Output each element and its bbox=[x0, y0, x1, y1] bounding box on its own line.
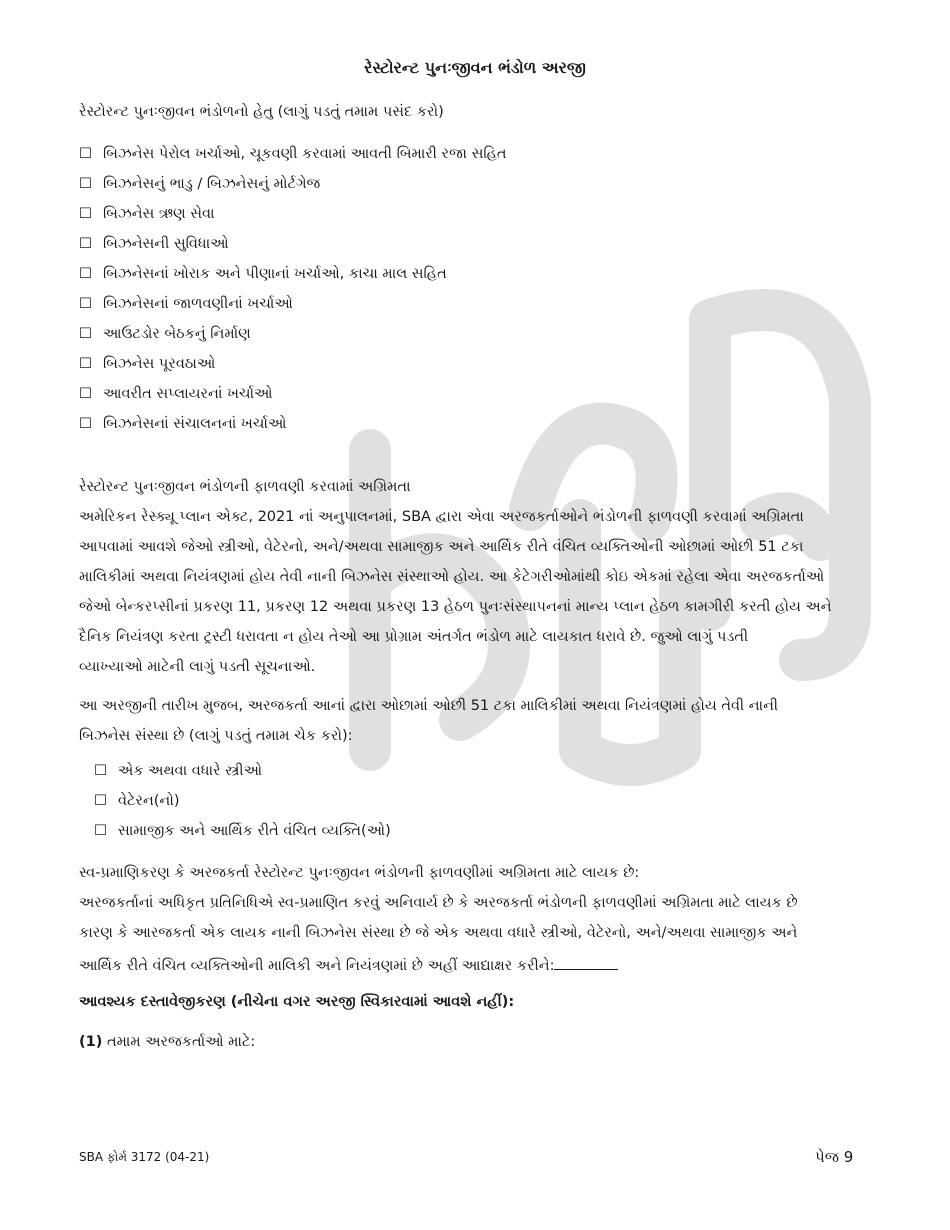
checkbox-icon[interactable]: ☐ bbox=[79, 296, 92, 312]
ownership-option-label: સામાજીક અને આર્થિક રીતે વંચિત વ્યક્તિ(ઓ) bbox=[118, 823, 391, 839]
purpose-option-label: બિઝનેસનાં ખોરાક અને પીણાનાં ખર્ચાઓ, કાચા માલ સહિત bbox=[103, 266, 447, 282]
item-number: (1) bbox=[79, 1034, 103, 1050]
checkbox-icon[interactable]: ☐ bbox=[79, 206, 92, 222]
purpose-option[interactable] bbox=[79, 296, 293, 312]
ownership-option-label: વેટેરન(નો) bbox=[118, 793, 180, 809]
purpose-option[interactable] bbox=[79, 356, 215, 372]
initials-field[interactable] bbox=[554, 955, 618, 970]
checkbox-icon[interactable]: ☐ bbox=[79, 146, 92, 162]
required-docs-item bbox=[79, 1034, 255, 1050]
checkbox-icon[interactable]: ☐ bbox=[94, 793, 107, 809]
certification-heading: સ્વ-પ્રમાણિકરણ કે અરજકર્તા રેસ્ટોરન્ટ પુનઃજીવન ભંડોળની ફાળવણીમાં અગ્રિમતા માટે લાયક છે: bbox=[79, 865, 640, 881]
purpose-option[interactable] bbox=[79, 326, 251, 342]
purpose-option-label: બિઝનેસની સુવિધાઓ bbox=[103, 236, 229, 252]
priority-text-line: માલિકીમાં અથવા નિયંત્રણમાં હોય તેવી નાની બિઝનેસ સંસ્થાઓ હોય. આ કેટેગરીઓમાંથી કોઇ એકમાં રહેલા એવા અરજકર્તાઓ bbox=[79, 569, 825, 585]
ownership-option[interactable] bbox=[94, 763, 262, 779]
purpose-option-label: આઉટડોર બેઠકનું નિર્માણ bbox=[103, 326, 251, 342]
purpose-heading: રેસ્ટોરન્ટ પુનઃજીવન ભંડોળનો હેતુ (લાગું પડતું તમામ પસંદ કરો) bbox=[79, 104, 444, 120]
priority-text-line: જેઓ બેન્કરપ્સીનાં પ્રકરણ 11, પ્રકરણ 12 અથવા પ્રકરણ 13 હેઠળ પુનઃસંસ્થાપનનાં માન્ય પ્લાન હેઠળ કામગીરી કરતી હોય અને bbox=[79, 599, 832, 615]
certification-text-line: અરજકર્તાનાં અધિકૃત પ્રતિનિધિએ સ્વ-પ્રમાણિત કરવું અનિવાર્ય છે કે અરજકર્તા ભંડોળની ફાળવણીમાં અગ્રિમતા માટે લાયક છે bbox=[79, 895, 798, 911]
purpose-option-label: આવરીત સપ્લાયરનાં ખર્ચાઓ bbox=[103, 386, 273, 402]
item-text: તમામ અરજકર્તાઓ માટે: bbox=[102, 1034, 256, 1050]
priority-text-line: આપવામાં આવશે જેઓ સ્ત્રીઓ, વેટેરનો, અને/અથવા સામાજીક અને આર્થિક રીતે વંચિત વ્યક્તિઓની ઓછામાં ઓછી 51 ટકા bbox=[79, 539, 804, 555]
purpose-option-label: બિઝનેસનાં સંચાલનનાં ખર્ચાઓ bbox=[103, 416, 287, 432]
priority-heading: રેસ્ટોરન્ટ પુનઃજીવન ભંડોળની ફાળવણી કરવામાં અગ્રિમતા bbox=[79, 479, 411, 495]
checkbox-icon[interactable]: ☐ bbox=[79, 176, 92, 192]
checkbox-icon[interactable]: ☐ bbox=[79, 266, 92, 282]
page-number: પેજ 9 bbox=[815, 1148, 854, 1166]
ownership-option-label: એક અથવા વધારે સ્ત્રીઓ bbox=[118, 763, 263, 779]
priority-text-line: અમેરિકન રેસ્ક્યૂ પ્લાન એક્ટ, 2021 નાં અનુપાલનમાં, SBA દ્વારા એવા અરજકર્તાઓને ભંડોળની ફાળવણી કરવામાં અગ્રિમતા bbox=[79, 509, 804, 525]
ownership-text-line: બિઝનેસ સંસ્થા છે (લાગું પડતું તમામ ચેક કરો): bbox=[79, 728, 353, 744]
certification-initial-prompt: આર્થિક રીતે વંચિત વ્યક્તિઓની માલિકી અને નિયંત્રણમાં છે અહીં આદ્યાક્ષર કરીને: bbox=[79, 958, 555, 974]
purpose-option-label: બિઝનેસનું ભાડુ / બિઝનેસનું મોર્ટગેજ bbox=[103, 176, 321, 192]
priority-text-line: વ્યાખ્યાઓ માટેની લાગું પડતી સૂચનાઓ. bbox=[79, 659, 316, 675]
purpose-option[interactable] bbox=[79, 176, 320, 192]
checkbox-icon[interactable]: ☐ bbox=[79, 236, 92, 252]
purpose-option[interactable] bbox=[79, 386, 273, 402]
ownership-text-line: આ અરજીની તારીખ મુજબ, અરજકર્તા આનાં દ્વારા ઓછામાં ઓછી 51 ટકા માલિકીમાં અથવા નિયંત્રણમાં હોય તેવી નાની bbox=[79, 698, 779, 714]
purpose-option-label: બિઝનેસ ઋણ સેવા bbox=[103, 206, 215, 222]
purpose-option-label: બિઝનેસનાં જાળવણીનાં ખર્ચાઓ bbox=[103, 296, 293, 312]
checkbox-icon[interactable]: ☐ bbox=[79, 386, 92, 402]
checkbox-icon[interactable]: ☐ bbox=[79, 326, 92, 342]
priority-text-line: દૈનિક નિયંત્રણ કરતા ટ્રસ્ટી ધરાવતા ન હોય તેઓ આ પ્રોગ્રામ અંતર્ગત ભંડોળ માટે લાયકાત ધરાવે છે. જુઓ લાગું પડતી bbox=[79, 629, 749, 645]
form-id: SBA ફોર્મ 3172 (04-21) bbox=[79, 1150, 210, 1164]
ownership-option[interactable] bbox=[94, 793, 180, 809]
required-docs-heading: આવશ્યક દસ્તાવેજીકરણ (નીચેના વગર અરજી સ્વિકારવામાં આવશે નહીં): bbox=[79, 994, 515, 1010]
page-title: રેસ્ટોરન્ટ પુનઃજીવન ભંડોળ અરજી bbox=[364, 58, 586, 77]
purpose-option[interactable] bbox=[79, 146, 507, 162]
purpose-option[interactable] bbox=[79, 416, 286, 432]
checkbox-icon[interactable]: ☐ bbox=[94, 823, 107, 839]
ownership-option[interactable] bbox=[94, 823, 391, 839]
certification-text-line bbox=[79, 955, 618, 974]
checkbox-icon[interactable]: ☐ bbox=[94, 763, 107, 779]
checkbox-icon[interactable]: ☐ bbox=[79, 416, 92, 432]
checkbox-icon[interactable]: ☐ bbox=[79, 356, 92, 372]
certification-text-line: કારણ કે આરજકર્તા એક લાયક નાની બિઝનેસ સંસ્થા છે જે એક અથવા વધારે સ્ત્રીઓ, વેટેરનો, અને/અથવા સામાજીક અને bbox=[79, 925, 798, 941]
purpose-option[interactable] bbox=[79, 236, 229, 252]
purpose-option[interactable] bbox=[79, 206, 215, 222]
purpose-option-label: બિઝનેસ પેરોલ ખર્ચાઓ, ચૂકવણી કરવામાં આવતી બિમારી રજા સહિત bbox=[103, 146, 507, 162]
purpose-option-label: બિઝનેસ પૂરવઠાઓ bbox=[103, 356, 216, 372]
purpose-option[interactable] bbox=[79, 266, 447, 282]
